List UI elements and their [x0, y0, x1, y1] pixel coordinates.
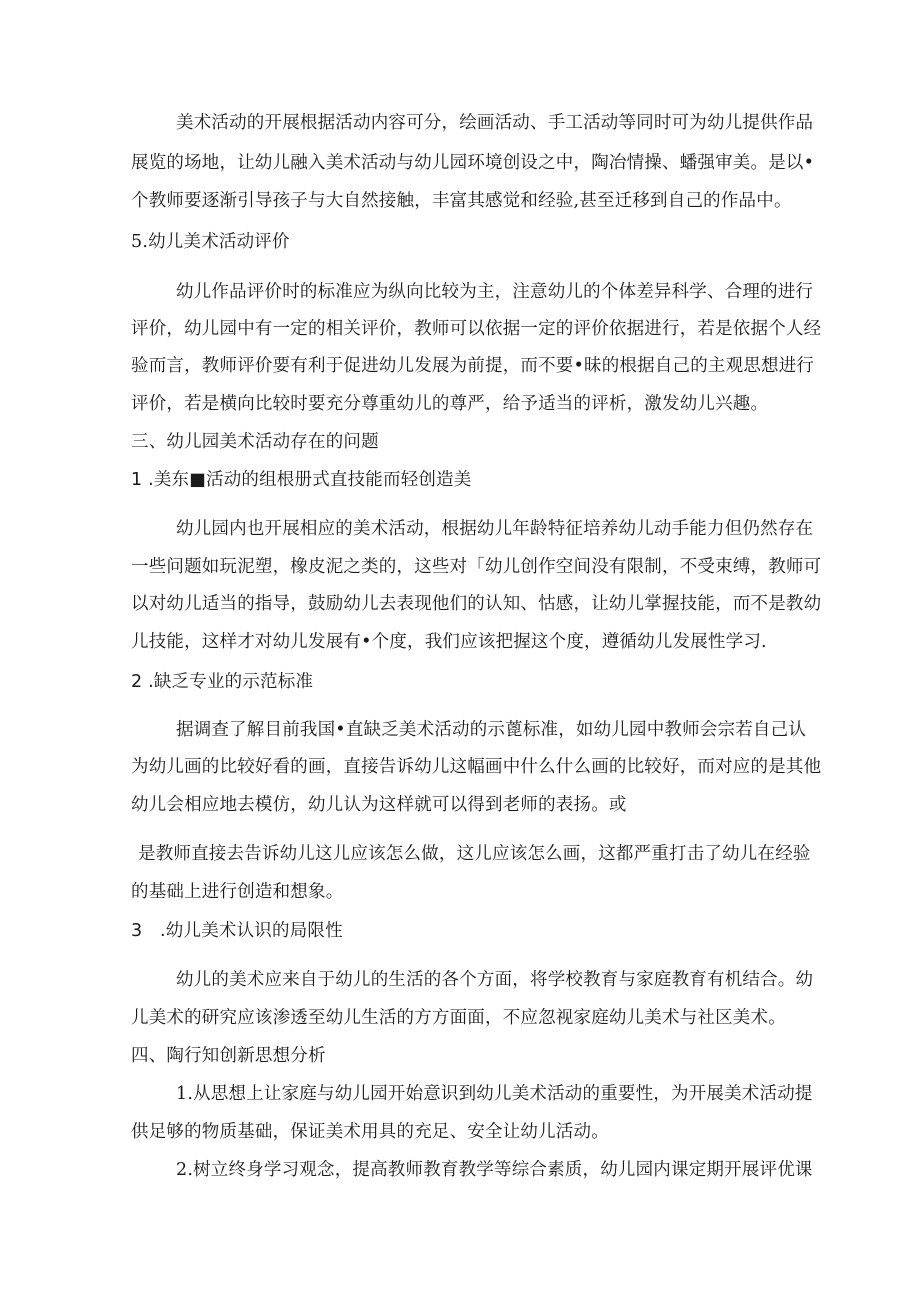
paragraph-line: 验而言，教师评价要有利于促进幼儿发展为前提，而不要•昧的根据自己的主观思想进行	[131, 356, 815, 376]
paragraph-line: 以对幼儿适当的指导，鼓励幼儿去表现他们的认知、怙感，让幼儿掌握技能，而不是教幼	[131, 594, 822, 614]
paragraph-line: 评价，若是横向比较时要充分尊重幼儿的尊严，给予适当的评析，激发幼儿兴趣。	[131, 394, 769, 414]
paragraph-line: 个教师要逐渐引导孩子与大自然接触，丰富其感觉和经验,甚至迁移到自己的作品中。	[131, 191, 792, 211]
paragraph-line: 儿技能，这样才对幼儿发展有•个度，我们应该把握这个度，遵循幼儿发展性学习.	[131, 632, 767, 652]
paragraph-line: 为幼儿画的比较好看的画，直接告诉幼儿这幅画中什么什么画的比较好，而对应的是其他	[131, 757, 822, 777]
section-heading: 四、陶行知创新思想分析	[131, 1046, 326, 1066]
paragraph-line: 幼儿的美术应来自于幼儿的生活的各个方面，将学校教育与家庭教育有机结合。幼	[176, 970, 814, 990]
paragraph-line: 幼儿园内也开展相应的美术活动，根据幼儿年龄特征培养幼儿动手能力但仍然存在	[176, 519, 814, 539]
paragraph-line: 是教师直接去告诉幼儿这儿应该怎么做，这儿应该怎么画，这都严重打击了幼儿在经验	[138, 844, 811, 864]
paragraph-line: 评价，幼儿园中有一定的相关评价，教师可以依据一定的评价依据进行，若是依据个人经	[131, 319, 822, 339]
subsection-heading: 3 .幼儿美术认识的局限性	[131, 921, 343, 941]
section-heading: 5.幼儿美术活动评价	[131, 232, 290, 252]
paragraph-line: 幼儿会相应地去模仿，幼儿认为这样就可以得到老师的表扬。或	[131, 795, 627, 815]
paragraph-line: 一些问题如玩泥塑，橡皮泥之类的，这些对「幼儿创作空间没有限制，不受束缚，教师可	[131, 557, 822, 577]
paragraph-line: 据调查了解目前我国•直缺乏美术活动的示蓖标准，如幼儿园中教师会宗若自己认	[176, 720, 807, 740]
section-heading: 三、幼儿园美术活动存在的问题	[131, 432, 379, 452]
paragraph-line: 供足够的物质基础，保证美术用具的充足、安全让幼儿活动。	[131, 1122, 609, 1142]
paragraph-line: 展览的场地，让幼儿融入美术活动与幼儿园环境创设之中，陶冶情操、蟠强审美。是以•	[131, 153, 815, 173]
subsection-heading: 2 .缺乏专业的示范标准	[131, 672, 314, 692]
paragraph-line: 2.树立终身学习观念，提高教师教育教学等综合素质，幼儿园内课定期开展评优课	[176, 1160, 813, 1180]
paragraph-line: 美术活动的开展根据活动内容可分，绘画活动、手工活动等同时可为幼儿提供作品	[176, 113, 814, 133]
paragraph-line: 1.从思想上让家庭与幼儿园开始意识到幼儿美术活动的重要性，为开展美术活动提	[176, 1084, 813, 1104]
paragraph-line: 的基础上进行创造和想象。	[131, 882, 344, 902]
paragraph-line: 儿美术的研究应该渗透至幼儿生活的方方面面，不应忽视家庭幼儿美术与社区美术。	[131, 1008, 786, 1028]
paragraph-line: 幼儿作品评价时的标准应为纵向比较为主，注意幼儿的个体差异科学、合理的进行	[176, 282, 814, 302]
subsection-heading: 1 .美东■活动的组根册式直技能而轻创造美	[131, 470, 472, 490]
